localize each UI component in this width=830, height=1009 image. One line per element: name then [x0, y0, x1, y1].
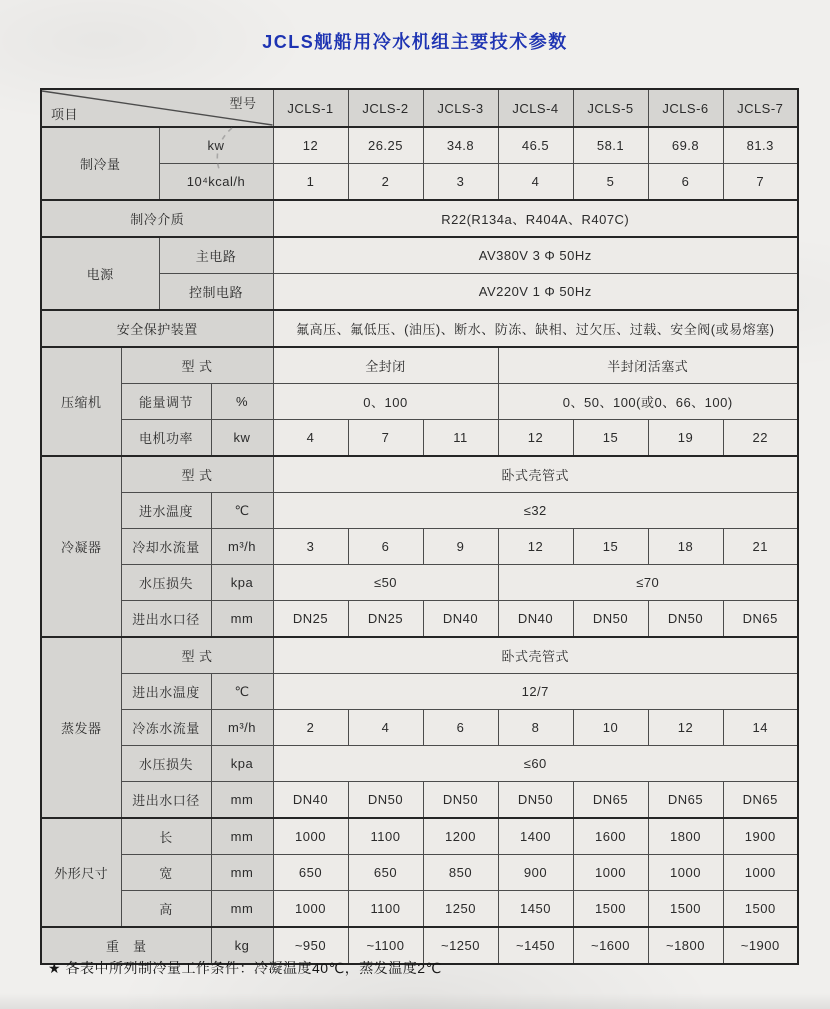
value-cell: 1000	[723, 855, 798, 891]
value-cell: ≤60	[273, 746, 798, 782]
value-cell: 9	[423, 529, 498, 565]
value-cell: 900	[498, 855, 573, 891]
value-cell: 26.25	[348, 127, 423, 164]
table-row	[41, 674, 798, 710]
row-label: 型 式	[121, 637, 273, 674]
unit-cell: kw	[159, 127, 273, 164]
value-cell: ~1600	[573, 927, 648, 964]
row-label: 型 式	[121, 456, 273, 493]
value-cell: 6	[348, 529, 423, 565]
group-cell-dimensions: 外形尺寸	[41, 818, 121, 927]
corner-item-label: 项目	[51, 107, 79, 122]
value-cell: 半封闭活塞式	[498, 347, 798, 384]
row-label: 进出水口径	[121, 601, 211, 638]
table-row	[41, 710, 798, 746]
value-cell: 19	[648, 420, 723, 457]
value-cell: 6	[648, 164, 723, 201]
corner-header-cell	[41, 89, 273, 127]
model-header: JCLS-1	[273, 89, 348, 127]
unit-cell: %	[211, 384, 273, 420]
value-cell: 氟高压、氟低压、(油压)、断水、防冻、缺相、过欠压、过载、安全阀(或易熔塞)	[273, 310, 798, 347]
value-cell: 7	[723, 164, 798, 201]
table-row	[41, 855, 798, 891]
value-cell: 3	[423, 164, 498, 201]
table-row	[41, 601, 798, 638]
value-cell: 1200	[423, 818, 498, 855]
value-cell: 1800	[648, 818, 723, 855]
unit-cell: kw	[211, 420, 273, 457]
value-cell: ~1900	[723, 927, 798, 964]
value-cell: DN40	[423, 601, 498, 638]
value-cell: 8	[498, 710, 573, 746]
table-row	[41, 384, 798, 420]
table-row	[41, 200, 798, 237]
value-cell: 850	[423, 855, 498, 891]
unit-cell: 10⁴kcal/h	[159, 164, 273, 201]
value-cell: 1000	[648, 855, 723, 891]
row-label: 水压损失	[121, 746, 211, 782]
row-label-safety: 安全保护装置	[41, 310, 273, 347]
unit-cell: mm	[211, 855, 273, 891]
value-cell: DN65	[573, 782, 648, 819]
value-cell: 12	[648, 710, 723, 746]
value-cell: ≤70	[498, 565, 798, 601]
row-label: 高	[121, 891, 211, 928]
row-label: 电机功率	[121, 420, 211, 457]
row-label: 冷冻水流量	[121, 710, 211, 746]
group-cell-evaporator: 蒸发器	[41, 637, 121, 818]
unit-cell: mm	[211, 782, 273, 819]
unit-cell: kpa	[211, 565, 273, 601]
value-cell: ~1800	[648, 927, 723, 964]
group-cell-cooling: 制冷量	[41, 127, 159, 200]
value-cell: 15	[573, 420, 648, 457]
value-cell: 4	[348, 710, 423, 746]
value-cell: 1500	[573, 891, 648, 928]
value-cell: 34.8	[423, 127, 498, 164]
value-cell: 1900	[723, 818, 798, 855]
table-row	[41, 456, 798, 493]
row-label: 进出水口径	[121, 782, 211, 819]
value-cell: DN50	[348, 782, 423, 819]
value-cell: DN65	[723, 601, 798, 638]
row-label: 长	[121, 818, 211, 855]
model-header: JCLS-2	[348, 89, 423, 127]
table-row	[41, 420, 798, 457]
value-cell: ~1450	[498, 927, 573, 964]
value-cell: 5	[573, 164, 648, 201]
value-cell: 4	[273, 420, 348, 457]
value-cell: 0、50、100(或0、66、100)	[498, 384, 798, 420]
value-cell: 1250	[423, 891, 498, 928]
row-label: 进水温度	[121, 493, 211, 529]
row-label: 控制电路	[159, 274, 273, 311]
unit-cell: ℃	[211, 493, 273, 529]
spec-table	[40, 88, 799, 965]
value-cell: 69.8	[648, 127, 723, 164]
value-cell: 58.1	[573, 127, 648, 164]
spec-table-wrap	[40, 88, 799, 965]
unit-cell: m³/h	[211, 710, 273, 746]
value-cell: AV220V 1 Φ 50Hz	[273, 274, 798, 311]
value-cell: ~950	[273, 927, 348, 964]
table-row	[41, 818, 798, 855]
value-cell: 12	[273, 127, 348, 164]
table-row	[41, 347, 798, 384]
value-cell: 1000	[273, 818, 348, 855]
value-cell: ~1250	[423, 927, 498, 964]
unit-cell: ℃	[211, 674, 273, 710]
unit-cell: m³/h	[211, 529, 273, 565]
row-label: 能量调节	[121, 384, 211, 420]
value-cell: 650	[273, 855, 348, 891]
table-row	[41, 891, 798, 928]
table-row	[41, 529, 798, 565]
value-cell: DN25	[273, 601, 348, 638]
unit-cell: mm	[211, 601, 273, 638]
value-cell: 10	[573, 710, 648, 746]
table-row	[41, 310, 798, 347]
value-cell: ~1100	[348, 927, 423, 964]
model-header: JCLS-5	[573, 89, 648, 127]
value-cell: 12/7	[273, 674, 798, 710]
corner-model-label: 型号	[229, 96, 257, 111]
row-label: 宽	[121, 855, 211, 891]
model-header: JCLS-7	[723, 89, 798, 127]
row-label: 水压损失	[121, 565, 211, 601]
unit-cell: mm	[211, 818, 273, 855]
value-cell: 11	[423, 420, 498, 457]
value-cell: 650	[348, 855, 423, 891]
value-cell: DN25	[348, 601, 423, 638]
value-cell: 2	[273, 710, 348, 746]
value-cell: ≤32	[273, 493, 798, 529]
value-cell: DN50	[573, 601, 648, 638]
value-cell: 81.3	[723, 127, 798, 164]
value-cell: DN40	[273, 782, 348, 819]
value-cell: DN50	[648, 601, 723, 638]
value-cell: 1000	[573, 855, 648, 891]
footnote: ★ 各表中所列制冷量工作条件：冷凝温度40℃，蒸发温度2℃	[48, 960, 442, 976]
value-cell: 21	[723, 529, 798, 565]
value-cell: DN50	[423, 782, 498, 819]
table-row	[41, 237, 798, 274]
value-cell: 卧式壳管式	[273, 637, 798, 674]
model-header: JCLS-3	[423, 89, 498, 127]
value-cell: 18	[648, 529, 723, 565]
value-cell: 全封闭	[273, 347, 498, 384]
model-header: JCLS-4	[498, 89, 573, 127]
value-cell: DN65	[723, 782, 798, 819]
value-cell: 2	[348, 164, 423, 201]
value-cell: 1	[273, 164, 348, 201]
table-row	[41, 493, 798, 529]
row-label: 冷却水流量	[121, 529, 211, 565]
value-cell: 14	[723, 710, 798, 746]
value-cell: R22(R134a、R404A、R407C)	[273, 200, 798, 237]
value-cell: 1500	[723, 891, 798, 928]
header-row	[41, 89, 798, 127]
value-cell: 15	[573, 529, 648, 565]
value-cell: 0、100	[273, 384, 498, 420]
value-cell: AV380V 3 Φ 50Hz	[273, 237, 798, 274]
value-cell: 46.5	[498, 127, 573, 164]
value-cell: 1400	[498, 818, 573, 855]
group-cell-power: 电源	[41, 237, 159, 310]
unit-cell: kg	[211, 927, 273, 964]
value-cell: 7	[348, 420, 423, 457]
value-cell: DN50	[498, 782, 573, 819]
value-cell: 1600	[573, 818, 648, 855]
value-cell: 22	[723, 420, 798, 457]
unit-cell: kpa	[211, 746, 273, 782]
group-cell-compressor: 压缩机	[41, 347, 121, 456]
value-cell: DN65	[648, 782, 723, 819]
model-header: JCLS-6	[648, 89, 723, 127]
value-cell: 1100	[348, 818, 423, 855]
page-title: JCLS舰船用冷水机组主要技术参数	[262, 32, 568, 52]
table-row	[41, 782, 798, 819]
value-cell: 卧式壳管式	[273, 456, 798, 493]
value-cell: 4	[498, 164, 573, 201]
value-cell: 1000	[273, 891, 348, 928]
table-row	[41, 746, 798, 782]
group-cell-condenser: 冷凝器	[41, 456, 121, 637]
table-row	[41, 127, 798, 164]
table-row	[41, 565, 798, 601]
value-cell: 3	[273, 529, 348, 565]
value-cell: 12	[498, 420, 573, 457]
value-cell: 6	[423, 710, 498, 746]
row-label: 进出水温度	[121, 674, 211, 710]
value-cell: 1450	[498, 891, 573, 928]
value-cell: ≤50	[273, 565, 498, 601]
row-label: 型 式	[121, 347, 273, 384]
row-label-weight: 重 量	[41, 927, 211, 964]
value-cell: DN40	[498, 601, 573, 638]
value-cell: 1100	[348, 891, 423, 928]
row-label: 主电路	[159, 237, 273, 274]
table-row	[41, 637, 798, 674]
row-label-refrigerant: 制冷介质	[41, 200, 273, 237]
unit-cell: mm	[211, 891, 273, 928]
value-cell: 1500	[648, 891, 723, 928]
value-cell: 12	[498, 529, 573, 565]
